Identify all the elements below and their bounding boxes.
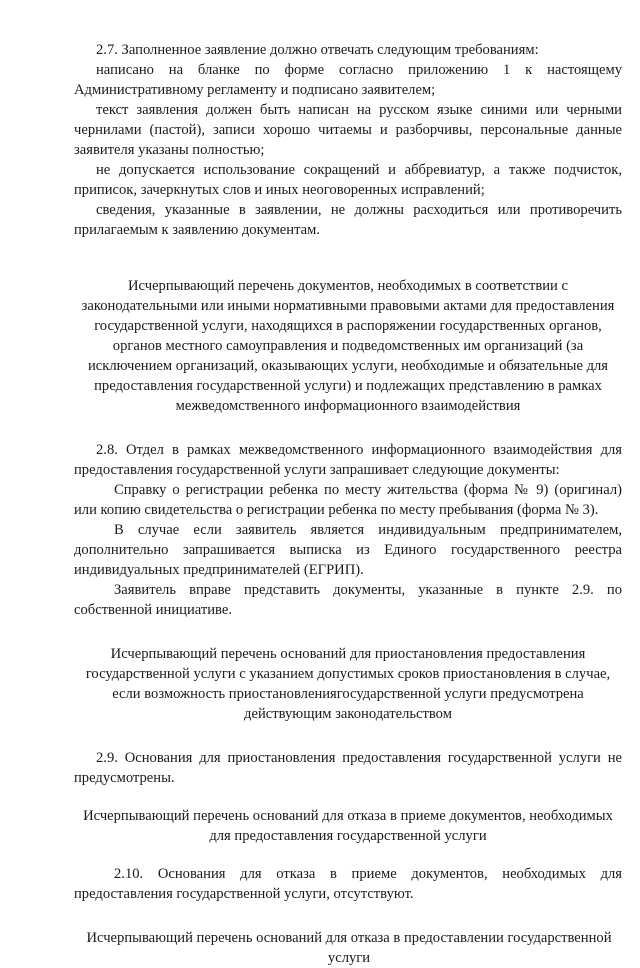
requirement-2: текст заявления должен быть написан на русском языке синими или черными чернилами (пастой), записи хорошо читаемы и разборчивы, персональные данные заявителя указаны полностью; [74, 102, 622, 158]
requirement-1: написано на бланке по форме согласно приложению 1 к настоящему Административному регламенту и подписано заявителем; [74, 62, 622, 98]
section-2-7-heading: 2.7. Заполненное заявление должно отвечать следующим требованиям: [96, 42, 539, 58]
heading-refusal-documents: Исчерпывающий перечень оснований для отказа в приеме документов, необходимых для предоставления государственной услуги [83, 808, 613, 844]
heading-refusal-service: Исчерпывающий перечень оснований для отказа в предоставлении государственной услуги [86, 930, 612, 966]
section-2-8-egrip: В случае если заявитель является индивидуальным предпринимателем, дополнительно запрашивается выписка из Единого государственного реестра индивидуальных предпринимателей (ЕГРИП). [74, 522, 622, 578]
document-page [74, 40, 622, 968]
requirement-4: сведения, указанные в заявлении, не должны расходиться или противоречить прилагаемым к заявлению документам. [74, 202, 622, 238]
section-2-8-intro: 2.8. Отдел в рамках межведомственного информационного взаимодействия для предоставления государственной услуги запрашивает следующие документы: [74, 442, 622, 478]
section-2-9: 2.9. Основания для приостановления предоставления государственной услуги не предусмотрены. [74, 750, 622, 786]
section-2-8-own-initiative: Заявитель вправе представить документы, указанные в пункте 2.9. по собственной инициативе. [74, 582, 622, 618]
section-2-8-certificate: Справку о регистрации ребенка по месту жительства (форма № 9) (оригинал) или копию свидетельства о регистрации ребенка по месту пребывания (форма № 3). [74, 482, 622, 518]
section-2-10: 2.10. Основания для отказа в приеме документов, необходимых для предоставления государственной услуги, отсутствуют. [74, 866, 622, 902]
heading-suspension-grounds: Исчерпывающий перечень оснований для приостановления предоставления государственной услуги с указанием допустимых сроков приостановления в случае, если возможность приостановлениягосударственной услуги предусмотрена действующим законодательством [85, 646, 611, 722]
heading-interagency-documents: Исчерпывающий перечень документов, необходимых в соответствии с законодательными или иными нормативными правовыми актами для предоставления государственной услуги, находящихся в распоряжении государственных органов, органов местного самоуправления и подведомственных им организаций (за исключением организаций, оказывающих услуги, необходимые и обязательные для предоставления государственной услуги) и подлежащих представлению в рамках межведомственного информационного взаимодействия [81, 278, 615, 414]
requirement-3: не допускается использование сокращений и аббревиатур, а также подчисток, приписок, зачеркнутых слов и иных неоговоренных исправлений; [74, 162, 622, 198]
